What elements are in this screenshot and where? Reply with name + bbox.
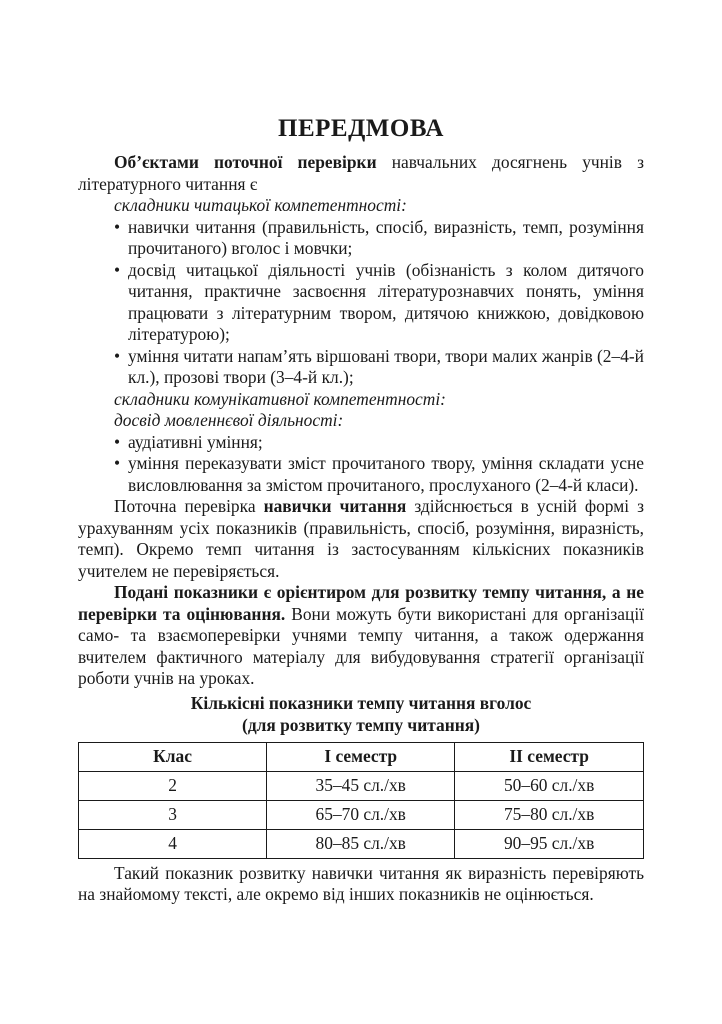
reading-check-before: Поточна перевірка — [114, 496, 264, 516]
table-row — [79, 771, 644, 800]
reading-competence-heading: складники читацької компетентності: — [114, 195, 407, 215]
speech-experience-heading: досвід мовленнєвої діяльності: — [114, 410, 344, 430]
table-row — [79, 800, 644, 829]
reading-speed-table — [78, 742, 644, 859]
header-semester-1: І семестр — [267, 742, 455, 771]
page-title: ПЕРЕДМОВА — [278, 115, 444, 142]
table-caption — [78, 692, 644, 736]
indicators-rest: Вони можуть бути використані для організації само- та взаємоперевірки учнями темпу читання, а також одержання вчителем фактичного матеріалу для вибудовування стратегії організації роботи учнів на уроках. — [78, 603, 644, 688]
table-row — [79, 829, 644, 858]
reading-check-bold: навички читання — [263, 496, 407, 516]
list-item: • досвід читацької діяльності учнів (обізнаність з колом дитячого читання, практичне засвоєння літературознавчих понять, уміння працювати з літературним твором, дитячою книжкою, довідковою літературою); — [114, 260, 644, 346]
communicative-competence-list — [78, 432, 644, 497]
indicators-paragraph — [78, 582, 644, 690]
table-header-row — [79, 742, 644, 771]
document-page — [78, 112, 644, 906]
table-cell: 90–95 сл./хв — [455, 829, 644, 858]
reading-competence-list — [78, 217, 644, 389]
list-item: • навички читання (правильність, спосіб, виразність, темп, розуміння прочитаного) вголос і мовчки; — [114, 217, 644, 260]
intro-bold: Об’єктами поточної перевірки — [114, 152, 377, 172]
communicative-competence-heading: складники комунікативної компетентності: — [114, 388, 446, 409]
reading-check-paragraph — [78, 496, 644, 582]
list-item: • уміння читати напам’ять віршовані твори, твори малих жанрів (2–4-й кл.), прозові твори (3–4-й кл.); — [114, 346, 644, 389]
header-semester-2: ІІ семестр — [455, 742, 644, 771]
intro-paragraph — [78, 152, 644, 195]
table-cell: 35–45 сл./хв — [267, 771, 455, 800]
list-item: • аудіативні уміння; — [114, 432, 644, 454]
table-cell: 50–60 сл./хв — [455, 771, 644, 800]
table-cell: 2 — [79, 771, 267, 800]
table-caption-line-2: (для розвитку темпу читання) — [242, 714, 480, 735]
closing-paragraph: Такий показник розвитку навички читання як виразність перевіряють на знайомому тексті, але окремо від інших показників не оцінюється. — [78, 862, 644, 904]
intro-rest: навчальних досягнень учнів з літературного читання є — [78, 152, 644, 194]
indicators-bold: Подані показники є орієнтиром для розвитку темпу читання, а не перевірки та оцінювання. — [78, 582, 644, 624]
table-cell: 65–70 сл./хв — [267, 800, 455, 829]
header-class: Клас — [79, 742, 267, 771]
table-cell: 80–85 сл./хв — [267, 829, 455, 858]
reading-check-after: здійснюється в усній формі з урахуванням усіх показників (правильність, спосіб, розуміння, виразність, темп). Окремо темп читання із застосуванням кількісних показників учителем не перевіряється. — [78, 496, 644, 581]
table-cell: 4 — [79, 829, 267, 858]
list-item: • уміння переказувати зміст прочитаного твору, уміння складати усне висловлювання за змістом прочитаного, прослуханого (2–4-й класи). — [114, 453, 644, 496]
table-cell: 75–80 сл./хв — [455, 800, 644, 829]
table-caption-line-1: Кількісні показники темпу читання вголос — [190, 692, 532, 713]
table-cell: 3 — [79, 800, 267, 829]
